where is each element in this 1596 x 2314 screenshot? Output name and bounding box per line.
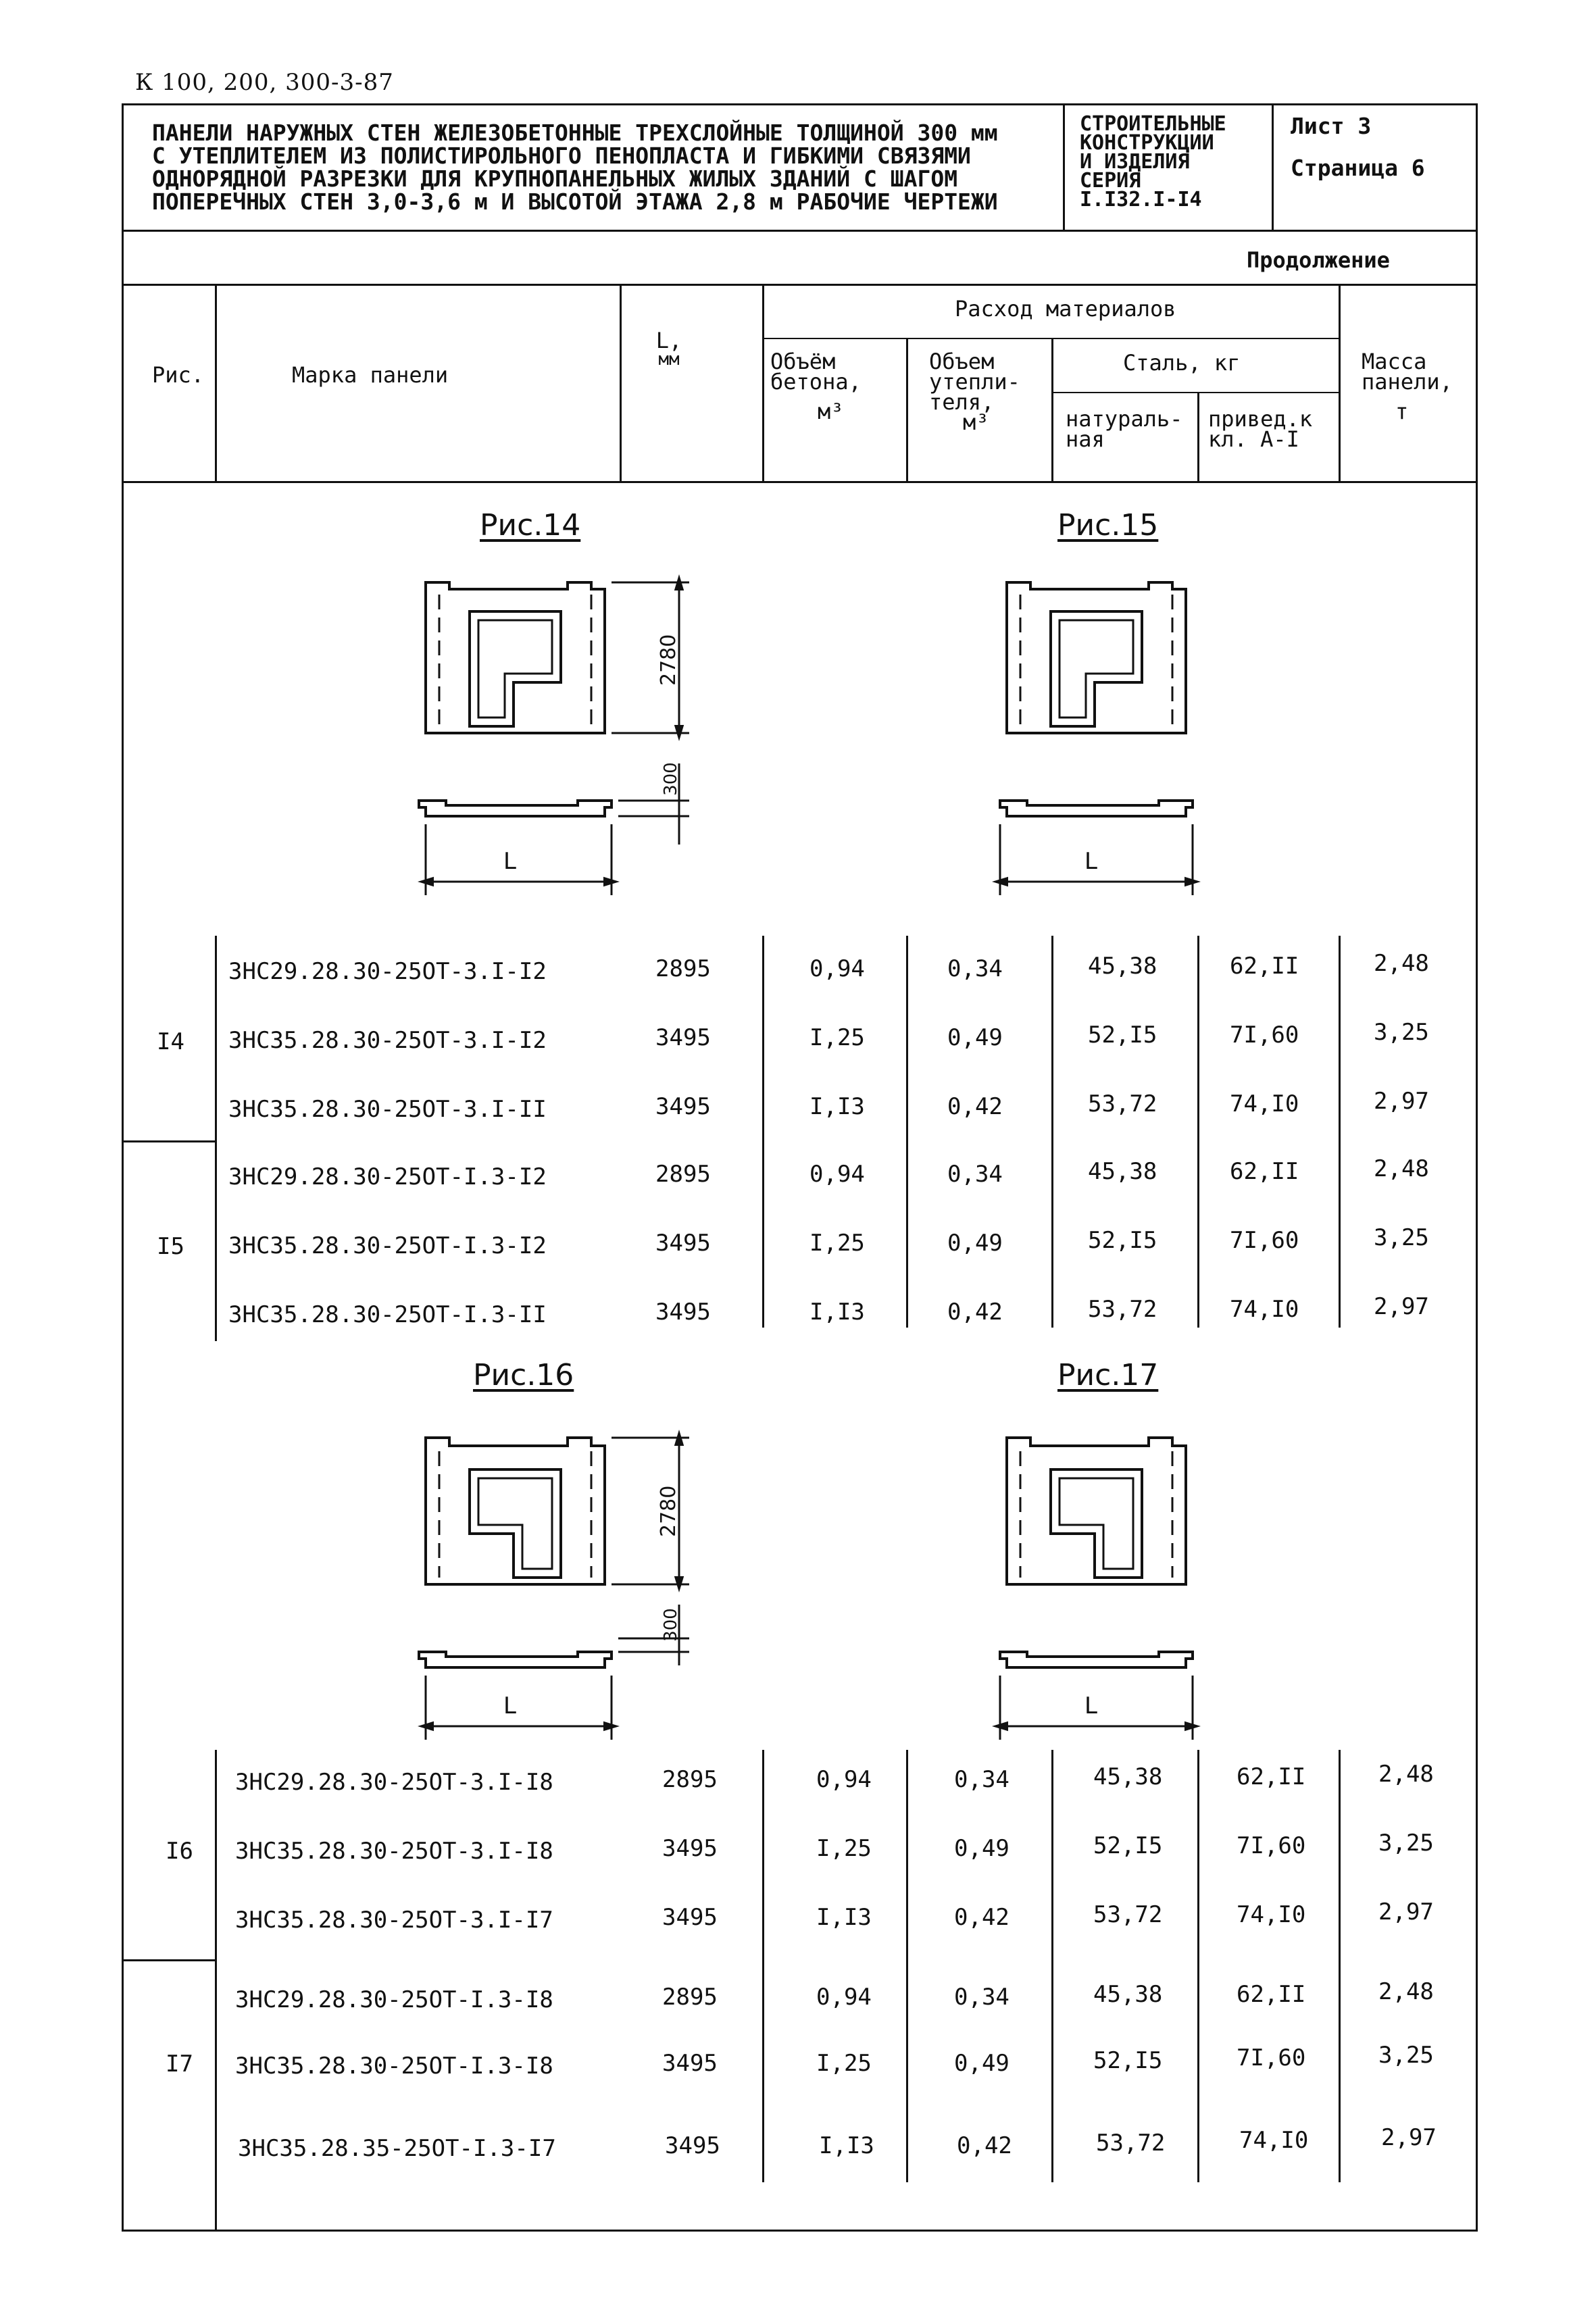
steel-reduced: 62,II bbox=[1237, 1981, 1306, 2008]
panel-mark: 3НС35.28.30-25ОТ-3.I-I7 bbox=[235, 1907, 553, 1934]
panel-mark: 3НС35.28.30-25ОТ-3.I-I8 bbox=[235, 1838, 553, 1865]
panel-elevation-16 bbox=[426, 1438, 605, 1584]
col-insulation-line-1: Объем bbox=[929, 349, 995, 374]
dim-length-label-15: L bbox=[1084, 848, 1097, 875]
panel-elevation-14 bbox=[426, 582, 605, 733]
panel-length: 3495 bbox=[662, 2050, 718, 2077]
panel-length: 2895 bbox=[662, 1766, 718, 1793]
dim-length-label-14: L bbox=[503, 848, 516, 875]
panel-mark: 3НС35.28.35-25ОТ-I.3-I7 bbox=[238, 2135, 556, 2162]
steel-reduced: 7I,60 bbox=[1237, 1832, 1306, 1859]
steel-natural: 53,72 bbox=[1088, 1296, 1157, 1323]
dimension-length-14 bbox=[426, 824, 612, 895]
concrete-volume: I,25 bbox=[816, 1835, 872, 1862]
steel-reduced: 62,II bbox=[1230, 953, 1299, 980]
panel-mark: 3НС29.28.30-25ОТ-I.3-I8 bbox=[235, 1986, 553, 2013]
group-fig-label: I4 bbox=[157, 1028, 184, 1055]
panel-mass: 2,97 bbox=[1374, 1088, 1429, 1115]
panel-mass: 2,48 bbox=[1374, 1155, 1429, 1182]
insulation-volume: 0,42 bbox=[947, 1299, 1003, 1326]
steel-natural: 45,38 bbox=[1088, 953, 1157, 980]
col-insulation-line-4: м³ bbox=[963, 409, 989, 435]
panel-length: 3495 bbox=[655, 1093, 711, 1120]
data-col-line-mass-1 bbox=[1339, 936, 1341, 1328]
dim-thickness-label-14: 300 bbox=[660, 762, 681, 796]
data-col-line-length-2 bbox=[762, 1750, 764, 2182]
document-code: К 100, 200, 300-3-87 bbox=[135, 69, 394, 96]
data-col-line-steel-1 bbox=[1197, 936, 1199, 1328]
panel-mark: 3НС35.28.30-25ОТ-I.3-II bbox=[228, 1301, 547, 1328]
panel-mass: 3,25 bbox=[1374, 1224, 1429, 1251]
data-col-line-fig-1 bbox=[215, 936, 217, 1341]
panel-mass: 2,48 bbox=[1374, 950, 1429, 977]
col-consumption-header: Расход материалов bbox=[955, 296, 1176, 322]
col-reduced-line-2: кл. А-I bbox=[1208, 426, 1299, 452]
col-mark-header: Марка панели bbox=[292, 362, 449, 388]
group-divider-1 bbox=[122, 1140, 216, 1142]
panel-mass: 3,25 bbox=[1374, 1019, 1429, 1046]
steel-natural: 52,I5 bbox=[1088, 1022, 1157, 1049]
figure-title-14: Рис.14 bbox=[480, 508, 581, 543]
concrete-volume: 0,94 bbox=[816, 1984, 872, 2011]
title-line-3: ОДНОРЯДНОЙ РАЗРЕЗКИ ДЛЯ КРУПНОПАНЕЛЬНЫХ ЖИЛЫХ ЗДАНИЙ С ШАГОМ bbox=[152, 166, 958, 192]
panel-mass: 2,97 bbox=[1378, 1898, 1434, 1926]
series-line-2: КОНСТРУКЦИИ bbox=[1080, 131, 1214, 155]
panel-mark: 3НС29.28.30-25ОТ-3.I-I8 bbox=[235, 1769, 553, 1796]
figure-title-16: Рис.16 bbox=[473, 1358, 574, 1392]
col-concrete-line-1: Объём bbox=[770, 349, 836, 374]
col-reduced-line-1: привед.к bbox=[1208, 406, 1313, 432]
col-mass-line-2: панели, bbox=[1362, 369, 1453, 395]
data-col-line-insulation-1 bbox=[1051, 936, 1053, 1328]
col-concrete-line-2: бетона, bbox=[770, 369, 862, 395]
title-line-1: ПАНЕЛИ НАРУЖНЫХ СТЕН ЖЕЛЕЗОБЕТОННЫЕ ТРЕХСЛОЙНЫЕ ТОЛЩИНОЙ 300 мм bbox=[152, 120, 998, 146]
steel-reduced: 7I,60 bbox=[1237, 2044, 1306, 2071]
concrete-volume: 0,94 bbox=[809, 955, 865, 982]
series-line-5: I.I32.I-I4 bbox=[1080, 188, 1202, 211]
col-steel-header: Сталь, кг bbox=[1123, 350, 1241, 376]
panel-mark: 3НС35.28.30-25ОТ-I.3-I2 bbox=[228, 1232, 547, 1259]
data-col-line-fig-2 bbox=[215, 1750, 217, 2232]
dim-height-label-14: 2780 bbox=[657, 634, 680, 686]
panel-mass: 2,97 bbox=[1374, 1293, 1429, 1320]
col-natural-line-2: ная bbox=[1066, 426, 1105, 452]
title-line-4: ПОПЕРЕЧНЫХ СТЕН 3,0-3,6 м И ВЫСОТОЙ ЭТАЖА 2,8 м РАБОЧИЕ ЧЕРТЕЖИ bbox=[152, 188, 998, 215]
steel-natural: 52,I5 bbox=[1093, 2047, 1163, 2074]
page-number: Страница 6 bbox=[1291, 155, 1425, 181]
data-col-line-concrete-2 bbox=[906, 1750, 908, 2182]
insulation-volume: 0,34 bbox=[947, 955, 1003, 982]
dimension-length-16 bbox=[426, 1676, 612, 1740]
panel-elevation-15 bbox=[1007, 582, 1186, 733]
concrete-volume: I,25 bbox=[809, 1024, 865, 1051]
continuation-label: Продолжение bbox=[1247, 247, 1390, 273]
panel-mass: 3,25 bbox=[1378, 1830, 1434, 1857]
insulation-volume: 0,34 bbox=[954, 1766, 1009, 1793]
steel-natural: 53,72 bbox=[1096, 2130, 1166, 2157]
panel-mark: 3НС35.28.30-25ОТ-I.3-I8 bbox=[235, 2053, 553, 2080]
group-fig-label: I7 bbox=[166, 2051, 193, 2078]
data-col-line-length-1 bbox=[762, 936, 764, 1328]
steel-natural: 45,38 bbox=[1088, 1158, 1157, 1185]
insulation-volume: 0,49 bbox=[947, 1230, 1003, 1257]
steel-natural: 53,72 bbox=[1093, 1901, 1163, 1928]
title-line-2: С УТЕПЛИТЕЛЕМ ИЗ ПОЛИСТИРОЛЬНОГО ПЕНОПЛАСТА И ГИБКИМИ СВЯЗЯМИ bbox=[152, 143, 971, 169]
insulation-volume: 0,49 bbox=[947, 1024, 1003, 1051]
panel-mass: 2,48 bbox=[1378, 1978, 1434, 2005]
concrete-volume: 0,94 bbox=[809, 1161, 865, 1188]
group-divider-2 bbox=[122, 1959, 216, 1961]
steel-reduced: 74,I0 bbox=[1239, 2127, 1309, 2154]
data-col-line-insulation-2 bbox=[1051, 1750, 1053, 2182]
panel-elevation-17 bbox=[1007, 1438, 1186, 1584]
insulation-volume: 0,34 bbox=[954, 1984, 1009, 2011]
panel-length: 3495 bbox=[655, 1299, 711, 1326]
panel-mark: 3НС29.28.30-25ОТ-I.3-I2 bbox=[228, 1163, 547, 1190]
sheet-number: Лист 3 bbox=[1291, 113, 1372, 139]
col-insulation-line-3: теля, bbox=[929, 389, 995, 415]
insulation-volume: 0,42 bbox=[954, 1904, 1009, 1931]
data-col-line-steel-2 bbox=[1197, 1750, 1199, 2182]
series-line-1: СТРОИТЕЛЬНЫЕ bbox=[1080, 112, 1226, 136]
steel-reduced: 74,I0 bbox=[1230, 1296, 1299, 1323]
steel-reduced: 74,I0 bbox=[1230, 1090, 1299, 1117]
panel-mark: 3НС35.28.30-25ОТ-3.I-II bbox=[228, 1096, 547, 1123]
panel-section-15 bbox=[1000, 801, 1193, 816]
panel-length: 3495 bbox=[662, 1904, 718, 1931]
dim-height-label-16: 2780 bbox=[657, 1485, 680, 1537]
panel-length: 3495 bbox=[662, 1835, 718, 1862]
series-line-3: И ИЗДЕЛИЯ bbox=[1080, 150, 1190, 174]
insulation-volume: 0,34 bbox=[947, 1161, 1003, 1188]
steel-reduced: 74,I0 bbox=[1237, 1901, 1306, 1928]
insulation-volume: 0,42 bbox=[957, 2132, 1012, 2159]
panel-mass: 3,25 bbox=[1378, 2042, 1434, 2069]
panel-mass: 2,97 bbox=[1381, 2124, 1437, 2151]
group-fig-label: I5 bbox=[157, 1233, 184, 1260]
steel-natural: 52,I5 bbox=[1088, 1227, 1157, 1254]
col-length-line-2: мм bbox=[658, 349, 680, 370]
panel-length: 2895 bbox=[655, 1161, 711, 1188]
insulation-volume: 0,49 bbox=[954, 2050, 1009, 2077]
panel-length: 3495 bbox=[655, 1024, 711, 1051]
panel-length: 2895 bbox=[655, 955, 711, 982]
data-col-line-concrete-1 bbox=[906, 936, 908, 1328]
col-fig-header: Рис. bbox=[152, 362, 205, 388]
concrete-volume: I,25 bbox=[809, 1230, 865, 1257]
steel-natural: 45,38 bbox=[1093, 1981, 1163, 2008]
panel-mass: 2,48 bbox=[1378, 1761, 1434, 1788]
steel-reduced: 62,II bbox=[1230, 1158, 1299, 1185]
col-mass-line-1: Масса bbox=[1362, 349, 1427, 374]
steel-natural: 53,72 bbox=[1088, 1090, 1157, 1117]
figure-title-17: Рис.17 bbox=[1057, 1358, 1159, 1392]
concrete-volume: 0,94 bbox=[816, 1766, 872, 1793]
dim-length-label-16: L bbox=[503, 1692, 516, 1719]
concrete-volume: I,I3 bbox=[809, 1299, 865, 1326]
panel-mark: 3НС29.28.30-25ОТ-3.I-I2 bbox=[228, 958, 547, 985]
panel-length: 3495 bbox=[665, 2132, 720, 2159]
col-length-line-1: L, bbox=[655, 328, 682, 353]
panel-mark: 3НС35.28.30-25ОТ-3.I-I2 bbox=[228, 1027, 547, 1054]
panel-length: 3495 bbox=[655, 1230, 711, 1257]
concrete-volume: I,I3 bbox=[809, 1093, 865, 1120]
panel-length: 2895 bbox=[662, 1984, 718, 2011]
col-natural-line-1: натураль- bbox=[1066, 406, 1183, 432]
panel-section-16 bbox=[419, 1652, 612, 1667]
series-line-4: СЕРИЯ bbox=[1080, 169, 1141, 193]
insulation-volume: 0,49 bbox=[954, 1835, 1009, 1862]
panel-section-14 bbox=[419, 801, 612, 816]
group-fig-label: I6 bbox=[166, 1838, 193, 1865]
steel-natural: 52,I5 bbox=[1093, 1832, 1163, 1859]
panel-section-17 bbox=[1000, 1652, 1193, 1667]
col-insulation-line-2: утепли- bbox=[929, 369, 1020, 395]
steel-reduced: 7I,60 bbox=[1230, 1227, 1299, 1254]
steel-reduced: 7I,60 bbox=[1230, 1022, 1299, 1049]
concrete-volume: I,I3 bbox=[816, 1904, 872, 1931]
dim-length-label-17: L bbox=[1084, 1692, 1097, 1719]
data-col-line-mass-2 bbox=[1339, 1750, 1341, 2182]
insulation-volume: 0,42 bbox=[947, 1093, 1003, 1120]
col-mass-line-3: т bbox=[1395, 399, 1409, 424]
concrete-volume: I,25 bbox=[816, 2050, 872, 2077]
steel-reduced: 62,II bbox=[1237, 1763, 1306, 1790]
dim-thickness-label-16: 300 bbox=[660, 1608, 681, 1642]
figure-title-15: Рис.15 bbox=[1057, 508, 1159, 543]
col-concrete-line-3: м³ bbox=[818, 399, 844, 424]
concrete-volume: I,I3 bbox=[819, 2132, 874, 2159]
steel-natural: 45,38 bbox=[1093, 1763, 1163, 1790]
